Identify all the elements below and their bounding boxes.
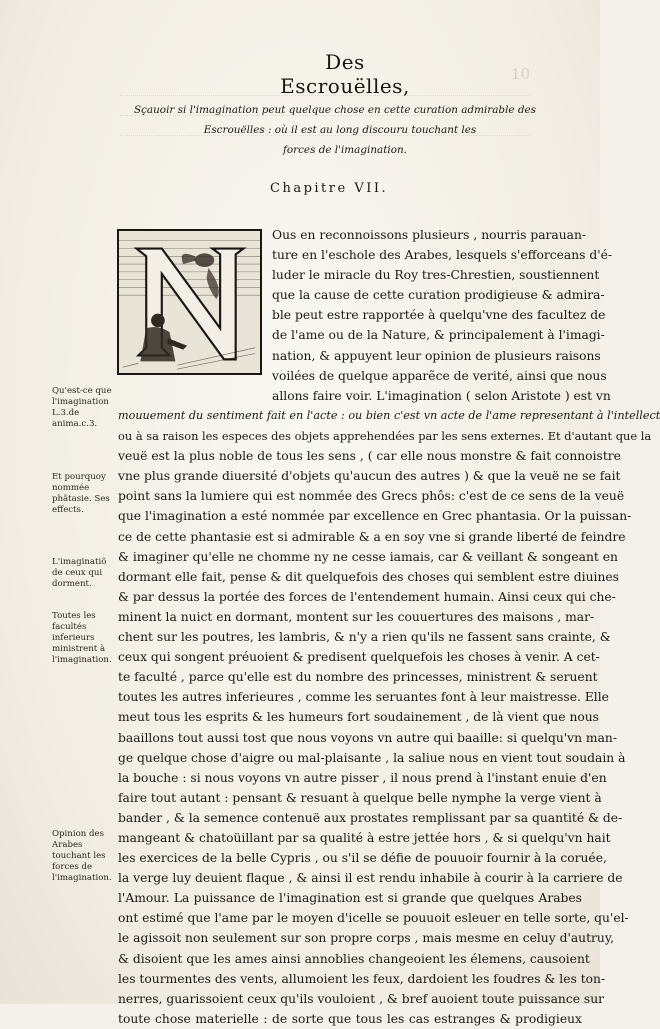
text-line: ceux qui songent préuoient & predisent quelquefois les choses à venir. A cet-	[118, 650, 600, 665]
text-line: toute chose materielle : de sorte que tous les cas estranges & prodigieux	[118, 1011, 582, 1026]
body-text-main	[118, 406, 660, 1029]
woodcut-illustration-icon	[119, 231, 260, 373]
text-line: faire tout autant : pensant & resuant à quelque belle nymphe la verge vient à	[118, 790, 602, 805]
margin-note: L'imaginatiõ de ceux qui dorment.	[52, 557, 107, 589]
subtitle-line: Escrouëlles : où il est au long discouru touchant les	[203, 124, 477, 136]
text-line: mangeant & chatoüillant par sa qualité à estre jettée hors , & si quelqu'vn hait	[118, 830, 611, 845]
decorated-initial-n	[117, 229, 262, 375]
text-line: ont estimé que l'ame par le moyen d'icelle se pouuoit esleuer en telle sorte, qu'el-	[118, 911, 629, 926]
text-line: de l'ame ou de la Nature, & principalement à l'imagi-	[272, 328, 605, 343]
text-line: baaillons tout aussi tost que nous voyons vn autre qui baaille: si quelqu'vn man-	[118, 730, 617, 745]
text-line: mouuement du sentiment fait en l'acte : ou bien c'est vn acte de l'ame representant à l'intellect	[118, 409, 660, 422]
text-line: que la cause de cette curation prodigieuse & admira-	[272, 288, 605, 303]
text-line: chent sur les poutres, les lambris, & n'y a rien qu'ils ne fassent sans crainte, &	[118, 630, 611, 645]
text-line: vne plus grande diuersité d'objets qu'aucun des autres ) & que la veuë ne se fait	[118, 469, 621, 484]
margin-note: Opinion des Arabes touchant les forces de l'imagination.	[52, 829, 112, 883]
margin-note: Et pourquoy nommée phãtasie. Ses effects.	[52, 472, 110, 515]
text-line: la verge luy deuient flaque , & ainsi il est rendu inhabile à courir à la carriere de	[118, 871, 623, 886]
text-line: te faculté , parce qu'elle est du nombre des princesses, ministrent & seruent	[118, 670, 598, 685]
page-header: Des Escrouëlles,	[280, 50, 410, 98]
text-line: l'Amour. La puissance de l'imagination est si grande que quelques Arabes	[118, 891, 582, 906]
text-line: que l'imagination a esté nommée par excellence en Grec phantasia. Or la puissan-	[118, 509, 632, 524]
text-line: & imaginer qu'elle ne chomme ny ne cesse iamais, car & veillant & songeant en	[118, 549, 618, 564]
text-line: les exercices de la belle Cypris , ou s'il se défie de pouuoir fournir à la coruée,	[118, 851, 607, 866]
text-line: & disoient que les ames ainsi annoblies changeoient les élemens, causoient	[118, 951, 590, 966]
text-line: ge quelque chose d'aigre ou mal-plaisante , la saliue nous en vient tout soudain à	[118, 750, 626, 765]
text-line: dormant elle fait, pense & dit quelquefois des choses qui semblent estre diuines	[118, 569, 619, 584]
text-line: nerres, guarissoient ceux qu'ils vouloient , & bref auoient toute puissance sur	[118, 991, 605, 1006]
text-line: minent la nuict en dormant, montent sur les couuertures des maisons , mar-	[118, 609, 595, 624]
margin-note: Toutes les facultés inferieurs ministrent à l'imagination.	[52, 611, 112, 665]
text-line: meut tous les esprits & les humeurs fort soudainement , de là vient que nous	[118, 710, 599, 725]
subtitle-line: forces de l'imagination.	[283, 144, 407, 156]
subtitle-line: Sçauoir si l'imagination peut quelque chose en cette curation admirable des	[133, 104, 536, 116]
text-line: ou à sa raison les especes des objets apprehendées par les sens externes. Et d'autant que la	[118, 429, 652, 444]
body-text-opening	[272, 225, 613, 406]
text-line: nation, & appuyent leur opinion de plusieurs raisons	[272, 348, 601, 363]
text-line: le agissoit non seulement sur son propre corps , mais mesme en celuy d'autruy,	[118, 931, 615, 946]
text-line: Ous en reconnoissons plusieurs , nourris parauan-	[272, 228, 587, 242]
text-line: les tourmentes des vents, allumoient les feux, dardoient les foudres & les ton-	[118, 971, 606, 986]
text-line: ture en l'eschole des Arabes, lesquels s'efforceans d'é-	[272, 248, 613, 263]
text-line: allons faire voir. L'imagination ( selon Aristote ) est vn	[272, 388, 611, 403]
text-line: ble peut estre rapportée à quelqu'vne des facultez de	[272, 308, 606, 323]
chapter-subtitle	[120, 100, 550, 160]
bleed-through: 10	[120, 60, 540, 240]
text-line: luder le miracle du Roy tres-Chrestien, soustiennent	[272, 268, 600, 283]
text-line: ce de cette phantasie est si admirable & a en soy vne si grande liberté de feindre	[118, 529, 626, 544]
text-line: voilées de quelque apparẽce de verité, ainsi que nous	[272, 368, 607, 383]
text-line: toutes les autres inferieures , comme les seruantes font à leur maistresse. Elle	[118, 690, 609, 705]
chapter-heading: Chapitre VII.	[270, 181, 389, 196]
margin-note: Qu'est-ce que l'imagination L.3.de anima.c.3.	[52, 386, 112, 429]
text-line: la bouche : si nous voyons vn autre pisser , il nous prend à l'instant enuie d'en	[118, 770, 607, 785]
text-line: point sans la lumiere qui est nommée des Grecs phôs: c'est de ce sens de la veuë	[118, 489, 625, 504]
text-line: veuë est la plus noble de tous les sens , ( car elle nous monstre & fait connoistre	[118, 449, 621, 464]
text-line: & par dessus la portée des forces de l'entendement humain. Ainsi ceux qui che-	[118, 589, 616, 604]
text-line: bander , & la semence contenuë aux prostates remplissant par sa quantité & de-	[118, 810, 623, 825]
